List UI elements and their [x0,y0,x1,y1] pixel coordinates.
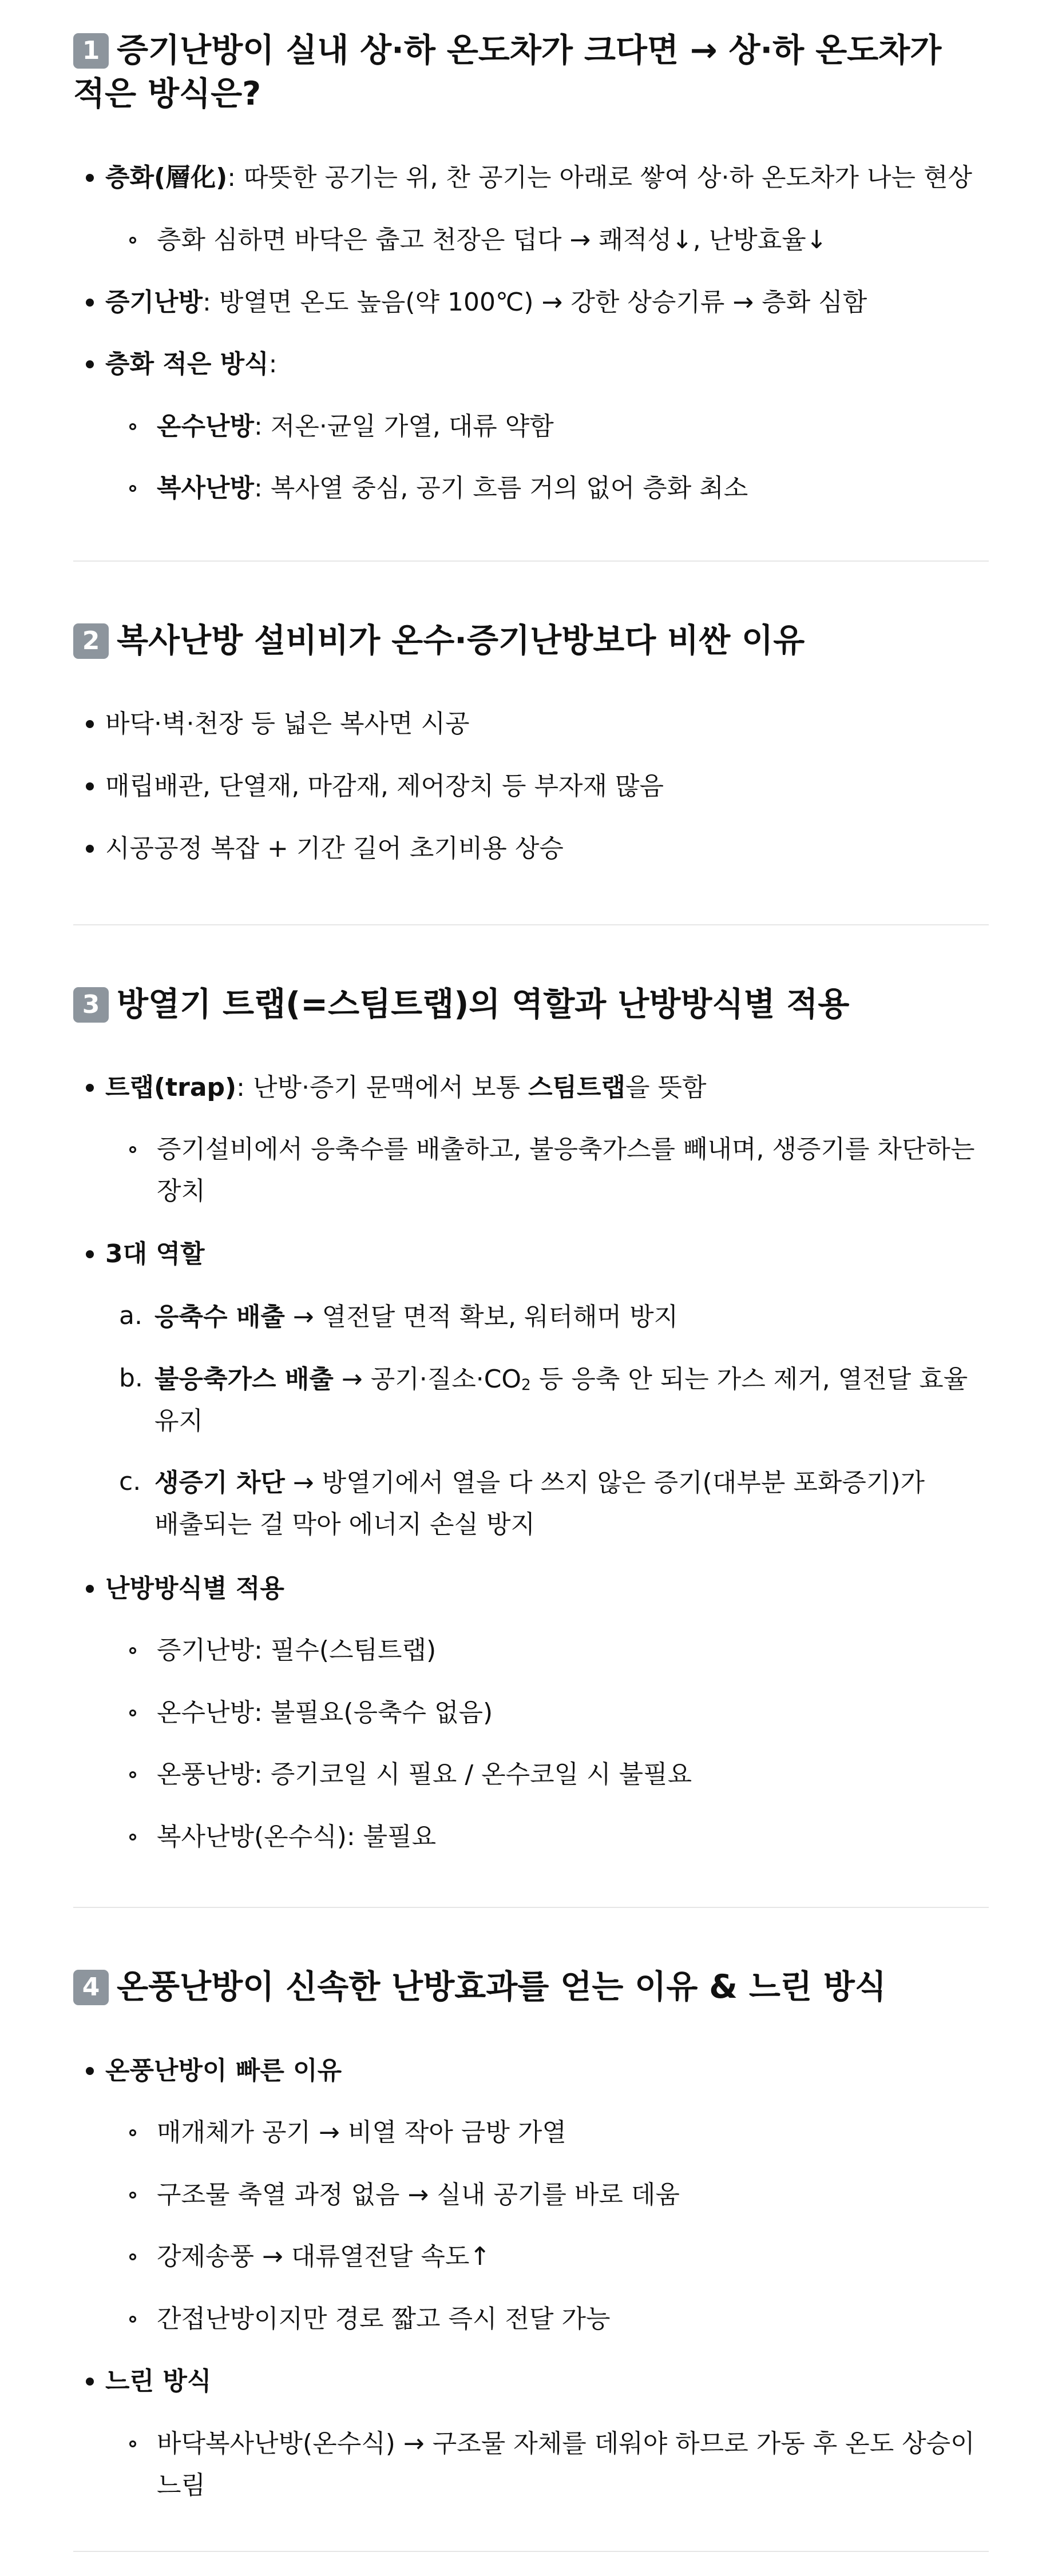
bullet-icon [86,782,94,790]
section-divider [73,560,989,562]
number-badge-1: 1 [73,33,109,69]
list-item: 온수난방: 불필요(응축수 없음) [157,1698,493,1727]
list-item: 온풍난방이 빠른 이유 [105,2056,342,2085]
sub-bullet-icon [129,2253,136,2260]
list-item: 온수난방: 저온·균일 가열, 대류 약함 [157,412,554,441]
list-item: 층화 적은 방식: [105,349,278,379]
list-item: 온풍난방: 증기코일 시 필요 / 온수코일 시 불필요 [157,1760,692,1789]
list-item: 불응축가스 배출 → 공기·질소$\cdot CO_2$ 등 응축 안 되는 가스 제거, 열전달 효율 [154,1365,968,1394]
list-item: 복사난방(온수식): 불필요 [157,1822,437,1851]
sub-bullet-icon [129,1146,136,1153]
section-divider [73,924,989,925]
sub-bullet-icon [129,485,136,492]
list-letter: a. [119,1301,142,1330]
list-item: 강제송풍 → 대류열전달 속도↑ [157,2242,491,2271]
list-item: 층화 심하면 바닥은 춥고 천장은 덥다 → 쾌적성↓, 난방효율↓ [157,225,827,255]
sub-bullet-icon [129,2129,136,2136]
list-item: 매개체가 공기 → 비열 작아 금방 가열 [157,2118,566,2147]
sub-bullet-icon [129,1834,136,1840]
list-item: 증기설비에서 응축수를 배출하고, 불응축가스를 빼내며, 생증기를 차단하는 [157,1135,975,1164]
section-4-heading: 4 온풍난방이 신속한 난방효과를 얻는 이유 & 느린 방식 [73,1965,989,2009]
sub-bullet-icon [129,1771,136,1778]
list-item: 매립배관, 단열재, 마감재, 제어장치 등 부자재 많음 [105,772,664,801]
list-letter: b. [119,1363,143,1393]
list-item: 바닥복사난방(온수식) → 구조물 자체를 데워야 하므로 가동 후 온도 상승이 [157,2429,975,2458]
list-item: 응축수 배출 → 열전달 면적 확보, 워터해머 방지 [154,1302,679,1331]
sub-bullet-icon [129,237,136,244]
sub-bullet-icon [129,1710,136,1716]
list-item: 트랩(trap): 난방·증기 문맥에서 보통 스팀트랩을 뜻함 [105,1073,707,1102]
section-divider [73,1907,989,1908]
bullet-icon [86,2067,94,2075]
sub-bullet-icon [129,423,136,430]
list-item: 바닥·벽·천장 등 넓은 복사면 시공 [105,709,470,738]
list-item: 층화(層化): 따뜻한 공기는 위, 찬 공기는 아래로 쌓여 상·하 온도차가 나는 현상 [105,163,972,192]
bullet-icon [86,1084,94,1092]
sub-bullet-icon [129,2192,136,2199]
bullet-icon [86,299,94,307]
sub-bullet-icon [129,2440,136,2447]
number-badge-4: 4 [73,1970,109,2005]
bullet-icon [86,720,94,728]
section-1-heading: 1 증기난방이 실내 상·하 온도차가 크다면 → 상·하 온도차가 적은 방식은? [73,31,942,113]
bullet-icon [86,360,94,368]
list-item: 난방방식별 적용 [105,1574,284,1603]
list-item-continuation: 배출되는 걸 막아 에너지 손실 방지 [154,1510,535,1539]
bullet-icon [86,2378,94,2386]
list-item: 복사난방: 복사열 중심, 공기 흐름 거의 없어 층화 최소 [157,474,748,503]
list-item: 증기난방: 방열면 온도 높음(약 100℃) → 강한 상승기류 → 층화 심함 [105,288,867,317]
section-3-heading: 3 방열기 트랩(=스팀트랩)의 역할과 난방방식별 적용 [73,983,989,1026]
list-item: 간접난방이지만 경로 짧고 즉시 전달 가능 [157,2304,611,2333]
list-item: 증기난방: 필수(스팀트랩) [157,1636,437,1665]
list-item: 생증기 차단 → 방열기에서 열을 다 쓰지 않은 증기(대부분 포화증기)가 [154,1468,925,1497]
section-2-heading: 2 복사난방 설비비가 온수·증기난방보다 비싼 이유 [73,619,989,662]
bullet-icon [86,1585,94,1593]
list-item: 느린 방식 [105,2367,212,2396]
bullet-icon [86,1250,94,1258]
sub-bullet-icon [129,1647,136,1654]
section-divider [73,2551,989,2552]
list-item-continuation: 장치 [157,1176,206,1206]
bullet-icon [86,845,94,853]
list-item-continuation: 유지 [154,1406,204,1436]
list-item-continuation: 느림 [157,2471,206,2500]
list-item: 시공공정 복잡 + 기간 길어 초기비용 상승 [105,834,564,863]
list-item: 구조물 축열 과정 없음 → 실내 공기를 바로 데움 [157,2180,680,2209]
list-letter: c. [119,1467,141,1496]
bullet-icon [86,174,94,182]
number-badge-3: 3 [73,987,109,1023]
list-item: 3대 역할 [105,1239,205,1269]
number-badge-2: 2 [73,623,109,659]
sub-bullet-icon [129,2316,136,2323]
